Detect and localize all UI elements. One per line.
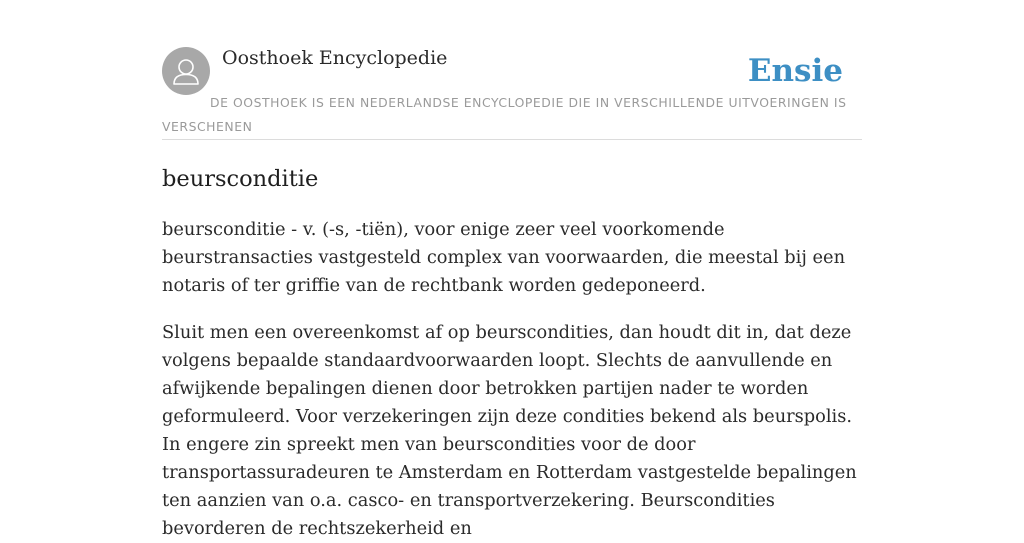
- site-name[interactable]: Oosthoek Encyclopedie: [222, 47, 448, 69]
- article-title: beursconditie: [162, 166, 319, 192]
- user-icon: [162, 47, 210, 95]
- article-paragraph-explanation: Sluit men een overeenkomst af op beurscondities, dan houdt dit in, dat deze volgens bepaalde standaardvoorwaarden loopt. Slechts de aanvullende en afwijkende bepalingen dienen door betrokken partijen nader te worden geformuleerd. Voor verzekeringen zijn deze condities bekend als beurspolis. In engere zin spreekt men van beurscondities voor de door transportassuradeuren te Amsterdam en Rotterdam vastgestelde bepalingen ten aanzien van o.a. casco- en transportverzekering. Beurscondities bevorderen de rechtszekerheid en: [162, 322, 857, 539]
- site-tagline: DE OOSTHOEK IS EEN NEDERLANDSE ENCYCLOPEDIE DIE IN VERSCHILLENDE UITVOERINGEN IS VERSCHENEN: [162, 95, 847, 134]
- ensie-logo-link[interactable]: Ensie: [747, 53, 843, 89]
- article-paragraph-definition: beursconditie - v. (-s, -tiën), voor enige zeer veel voorkomende beurstransacties vastgesteld complex van voorwaarden, die meestal bij een notaris of ter griffie van de rechtbank worden gedeponeerd.: [162, 219, 846, 296]
- site-header: [162, 46, 862, 140]
- avatar[interactable]: [162, 47, 210, 95]
